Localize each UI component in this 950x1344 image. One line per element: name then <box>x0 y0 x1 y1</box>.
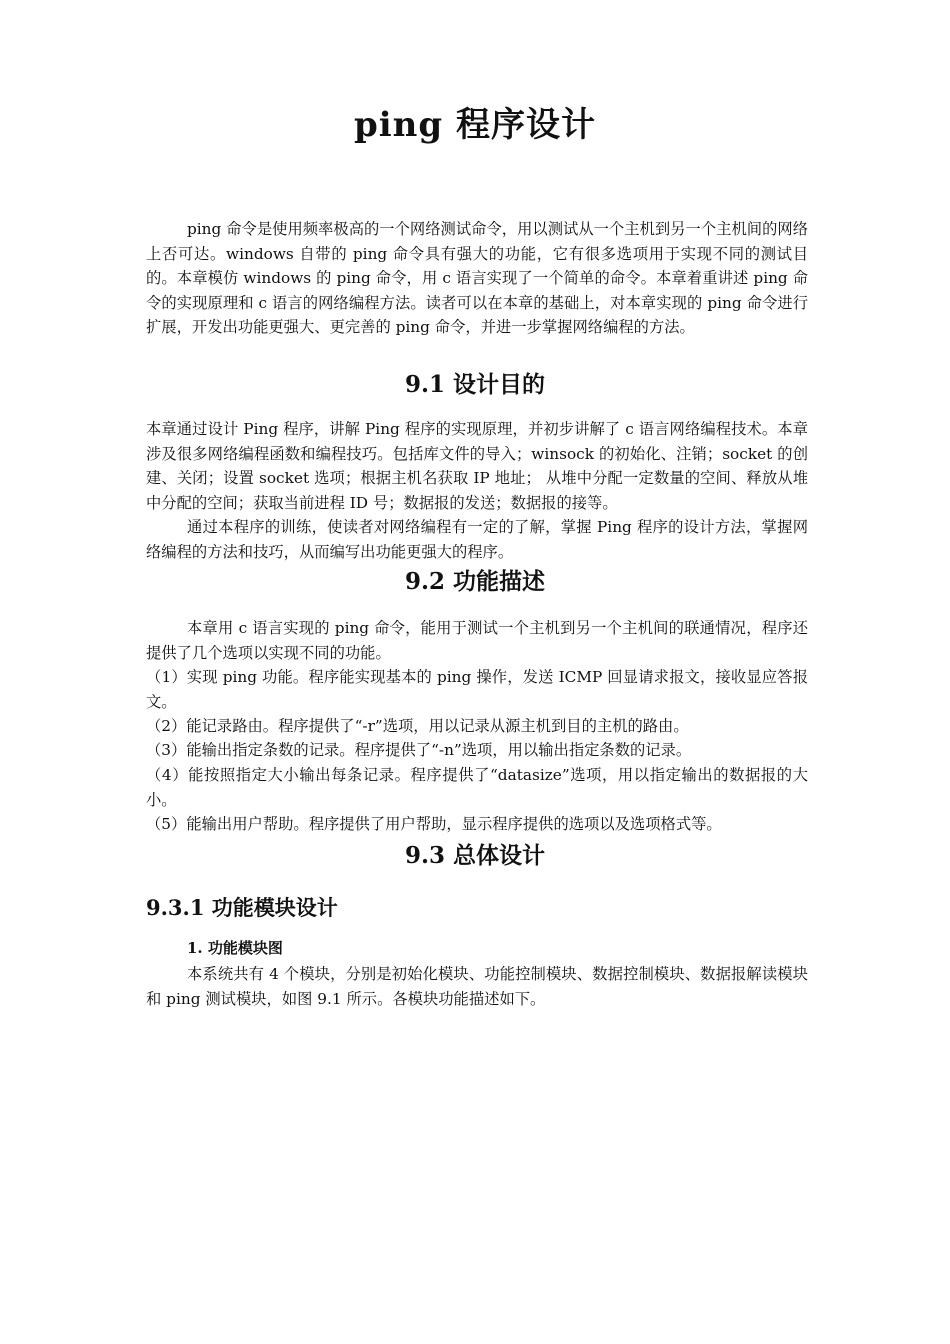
section-9-3-paragraph-1: 本系统共有 4 个模块，分别是初始化模块、功能控制模块、数据控制模块、数据报解读模块和 ping 测试模块，如图 9.1 所示。各模块功能描述如下。 <box>146 965 808 1008</box>
section-9-2-paragraph-1: 本章用 c 语言实现的 ping 命令，能用于测试一个主机到另一个主机间的联通情况，程序还提供了几个选项以实现不同的功能。 <box>146 619 808 662</box>
section-9-1-paragraph-1: 本章通过设计 Ping 程序，讲解 Ping 程序的实现原理，并初步讲解了 c 语言网络编程技术。本章涉及很多网络编程函数和编程技巧。包括库文件的导入；winsock 的初始化、注销；socket 的创建、关闭；设置 socket 选项；根据主机名获取 IP 地址； 从堆中分配一定数量的空间、释放从堆中分配的空间；获取当前进程 ID 号；数据报的发送；数据报的接等。 <box>146 420 808 512</box>
section-9-3-1-heading: 9.3.1 功能模块设计 <box>146 895 338 920</box>
section-9-1-paragraph-2: 通过本程序的训练，使读者对网络编程有一定的了解，掌握 Ping 程序的设计方法，掌握网络编程的方法和技巧，从而编写出功能更强大的程序。 <box>146 518 808 561</box>
feature-item-2: （2）能记录路由。程序提供了“-r”选项，用以记录从源主机到目的主机的路由。 <box>146 717 689 735</box>
feature-item-5: （5）能输出用户帮助。程序提供了用户帮助，显示程序提供的选项以及选项格式等。 <box>146 815 722 833</box>
feature-item-3: （3）能输出指定条数的记录。程序提供了“-n”选项，用以输出指定条数的记录。 <box>146 741 692 759</box>
section-9-2-heading: 9.2 功能描述 <box>404 568 546 595</box>
feature-item-4: （4）能按照指定大小输出每条记录。程序提供了“datasize”选项，用以指定输出的数据报的大小。 <box>146 766 808 809</box>
section-9-3-heading: 9.3 总体设计 <box>404 842 546 869</box>
feature-item-1: （1）实现 ping 功能。程序能实现基本的 ping 操作，发送 ICMP 回显请求报文，接收显应答报文。 <box>146 668 808 711</box>
intro-paragraph: ping 命令是使用频率极高的一个网络测试命令，用以测试从一个主机到另一个主机间的网络上否可达。windows 自带的 ping 命令具有强大的功能，它有很多选项用于实现不同的测试目的。本章模仿 windows 的 ping 命令，用 c 语言实现了一个简单的命令。本章着重讲述 ping 命令的实现原理和 c 语言的网络编程方法。读者可以在本章的基础上，对本章实现的 ping 命令进行扩展，开发出功能更强大、更完善的 ping 命令，并进一步掌握网络编程的方法。 <box>146 220 808 336</box>
page-title: ping 程序设计 <box>353 105 597 145</box>
section-9-1-heading: 9.1 设计目的 <box>404 371 546 398</box>
function-module-diagram-heading: 1. 功能模块图 <box>187 939 283 957</box>
